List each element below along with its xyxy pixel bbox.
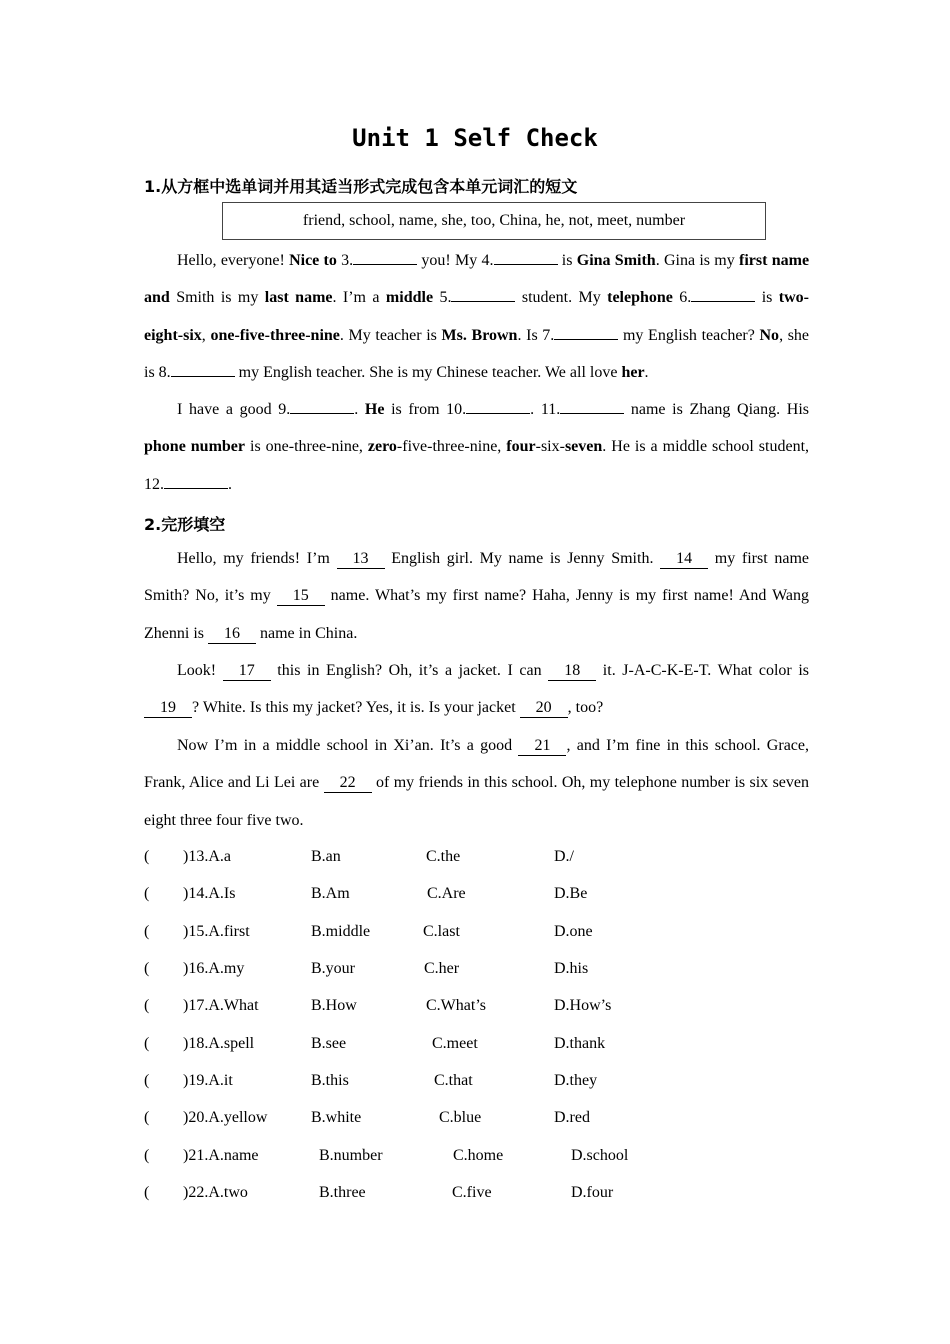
section-2-heading: 2.完形填空 [144, 515, 226, 534]
document-page: Unit 1 Self Check 1.从方框中选单词并用其适当形式完成包含本单元词汇的短文 friend, school, name, she, too, China, he, not, meet, number Hello, everyone! Nice to 3. you! My 4. is Gina Smith. Gina is my first name and Smith is my last name. I’m a middle 5. student. My telephone 6. is two-eight-six, one-five-three-nine. My teacher is Ms. Brown. Is 7. my English teacher? No, she is 8. my English teacher. She is my Chinese teacher. We all love her. I have a good 9. . He is from 10. . 11. name is Zhang Qiang. His phone number is one-three-nine, zero-five-three-nine, four-six-seven. He is a middle school student, 12. . 2.完形填空 Hello, my friends! I’m 13 English girl. My name is Jenny Smith. 14 my first name Smith? No, it’s my 15 name. What’s my first name? Haha, Jenny is my first name! And Wang Zhenni is 16 name in China. Look! 17 this in English? Oh, it’s a jacket. I can 18 it. J-A-C-K-E-T. What color is 19 ? White. Is this my jacket? Yes, it is. Is your jacket 20 , too? Now I’m in a middle school in Xi’an. It’s a good 21 , and I’m fine in this school. Grace, Frank, Alice and Li Lei are 22 of my friends in this school. Oh, my telephone number is six seven eight three four five two. ( )13.A.a B.an C.the D./ ( )14.A.Is B.Am C.Are D.Be ( )15.A.first B.middle C.last D.one ( )16.A.my B.your C.her D.his ( )17.A.What B.How C.What’s D.How’s ( )18.A.spell B.see C.meet D.thank ( )19.A.it B.this C.that D.they ( )20.A.yellow B.white C.blue D.red ( )21.A.name B.number C.home D.school ( )22.A.two B.three C.five D.four [0, 0, 950, 1344]
cloze-blank-16[interactable]: 16 [208, 625, 256, 644]
blank-7[interactable] [554, 323, 618, 340]
blank-6[interactable] [691, 285, 755, 302]
blank-8[interactable] [171, 360, 235, 377]
section-2-paragraph-2: Look! 17 this in English? Oh, it’s a jacket. I can 18 it. J-A-C-K-E-T. What color is 19 ? White. Is this my jacket? Yes, it is. Is your jacket 20 , too? [144, 652, 809, 727]
blank-5[interactable] [451, 285, 515, 302]
section-1-heading: 1.从方框中选单词并用其适当形式完成包含本单元词汇的短文 [144, 177, 578, 196]
cloze-blank-21[interactable]: 21 [518, 737, 566, 756]
cloze-blank-15[interactable]: 15 [277, 587, 325, 606]
cloze-blank-18[interactable]: 18 [548, 662, 596, 681]
cloze-blank-19[interactable]: 19 [144, 699, 192, 718]
section-1-paragraph-1: Hello, everyone! Nice to 3. you! My 4. is Gina Smith. Gina is my first name and Smith is my last name. I’m a middle 5. student. My telephone 6. is two-eight-six, one-five-three-nine. My teacher is Ms. Brown. Is 7. my English teacher? No, she is 8. my English teacher. She is my Chinese teacher. We all love her. [144, 242, 809, 392]
cloze-blank-22[interactable]: 22 [324, 774, 372, 793]
cloze-blank-13[interactable]: 13 [337, 550, 385, 569]
section-2-paragraph-1: Hello, my friends! I’m 13 English girl. My name is Jenny Smith. 14 my first name Smith? No, it’s my 15 name. What’s my first name? Haha, Jenny is my first name! And Wang Zhenni is 16 name in China. [144, 550, 810, 642]
cloze-blank-20[interactable]: 20 [520, 699, 568, 718]
blank-12[interactable] [164, 472, 228, 489]
section-1-paragraph-2: I have a good 9. . He is from 10. . 11. name is Zhang Qiang. His phone number is one-three-nine, zero-five-three-nine, four-six-seven. He is a middle school student, 12. . [144, 391, 809, 503]
blank-4[interactable] [494, 248, 558, 265]
blank-10[interactable] [466, 397, 530, 414]
cloze-blank-14[interactable]: 14 [660, 550, 708, 569]
blank-9[interactable] [290, 397, 354, 414]
blank-3[interactable] [353, 248, 417, 265]
page-title: Unit 1 Self Check [352, 124, 598, 152]
section-2-paragraph-3: Now I’m in a middle school in Xi’an. It’s a good 21 , and I’m fine in this school. Grace, Frank, Alice and Li Lei are 22 of my friends in this school. Oh, my telephone number is six seven eight three four five two. [144, 737, 810, 829]
blank-11[interactable] [560, 397, 624, 414]
cloze-blank-17[interactable]: 17 [223, 662, 271, 681]
word-box: friend, school, name, she, too, China, he, not, meet, number [222, 202, 766, 240]
